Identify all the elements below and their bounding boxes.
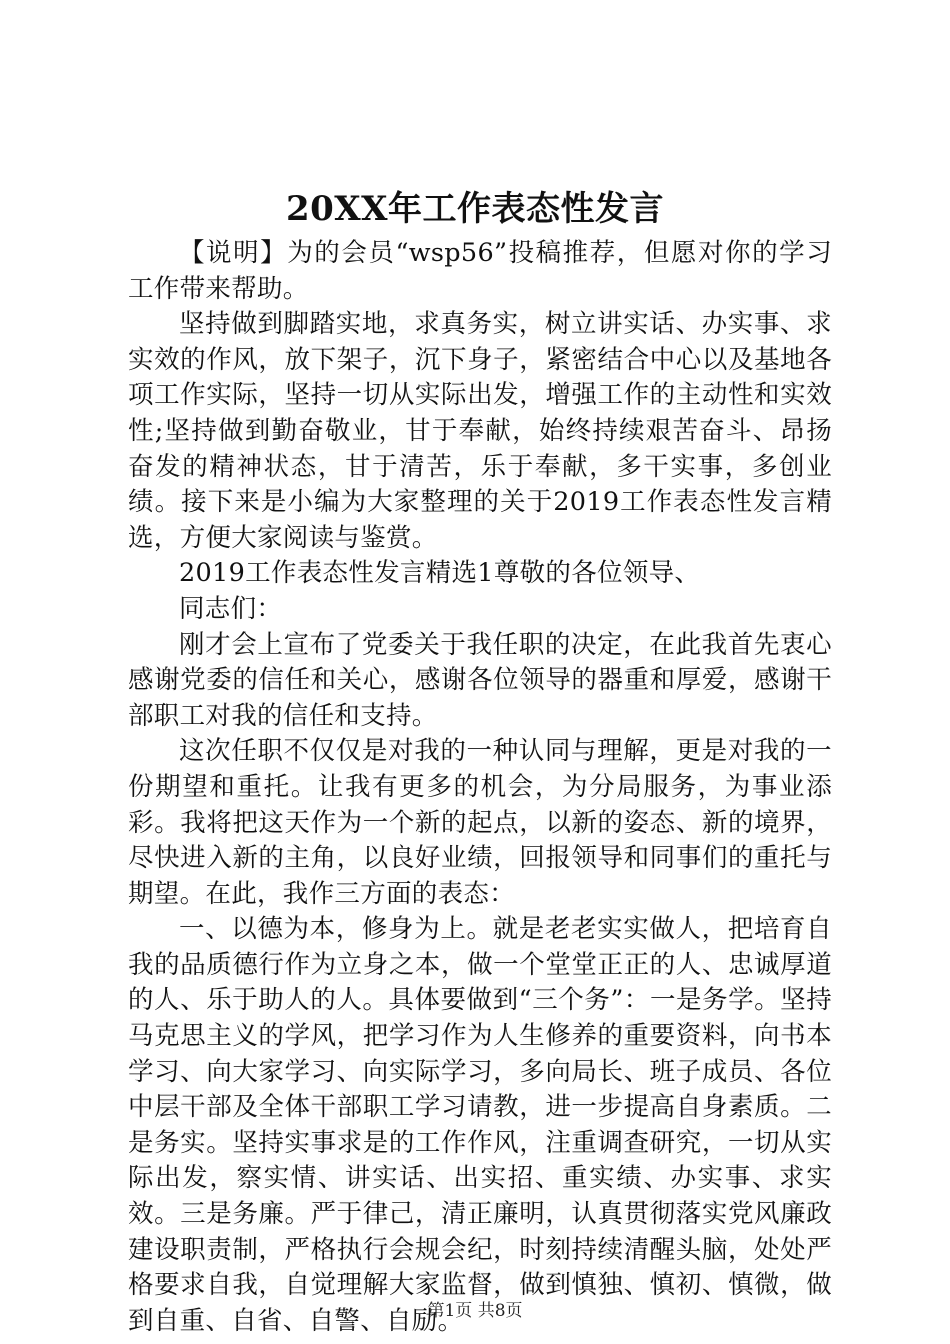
paragraph-note: 【说明】为的会员“wsp56”投稿推荐，但愿对你的学习工作带来帮助。: [128, 238, 832, 304]
paragraph-appointment: 这次任职不仅仅是对我的一种认同与理解，更是对我的一份期望和重托。让我有更多的机会，为分局服务，为事业添彩。我将把这天作为一个新的起点，以新的姿态、新的境界，尽快进入新的主角，以良好业绩，回报领导和同事们的重托与期望。在此，我作三方面的表态：: [128, 736, 832, 909]
document-body: [128, 236, 832, 1339]
paragraph-salutation: 同志们：: [179, 593, 283, 624]
paragraph-thanks: 刚才会上宣布了党委关于我任职的决定，在此我首先衷心感谢党委的信任和关心，感谢各位领导的器重和厚爱，感谢干部职工对我的信任和支持。: [128, 629, 832, 731]
paragraph-section-heading: 2019工作表态性发言精选1尊敬的各位领导、: [179, 558, 701, 589]
paragraph-point-one: 一、以德为本，修身为上。就是老老实实做人，把培育自我的品质德行作为立身之本，做一个堂堂正正的人、忠诚厚道的人、乐于助人的人。具体要做到“三个务”：一是务学。坚持马克思主义的学风，把学习作为人生修养的重要资料，向书本学习、向大家学习、向实际学习，多向局长、班子成员、各位中层干部及全体干部职工学习请教，进一步提高自身素质。二是务实。坚持实事求是的工作作风，注重调查研究，一切从实际出发，察实情、讲实话、出实招、重实绩、办实事、求实效。三是务廉。严于律己，清正廉明，认真贯彻落实党风廉政建设职责制，严格执行会规会纪，时刻持续清醒头脑，处处严格要求自我，自觉理解大家监督，做到慎独、慎初、慎微，做到自重、自省、自警、自励。: [128, 914, 832, 1336]
document-title: 20XX年工作表态性发言: [285, 189, 665, 229]
page-footer: 第1页 共8页: [427, 1301, 523, 1321]
paragraph-intro: 坚持做到脚踏实地，求真务实，树立讲实话、办实事、求实效的作风，放下架子，沉下身子，紧密结合中心以及基地各项工作实际，坚持一切从实际出发，增强工作的主动性和实效性;坚持做到勤奋敬业，甘于奉献，始终持续艰苦奋斗、昂扬奋发的精神状态，甘于清苦，乐于奉献，多干实事，多创业绩。接下来是小编为大家整理的关于2019工作表态性发言精选，方便大家阅读与鉴赏。: [128, 309, 832, 553]
